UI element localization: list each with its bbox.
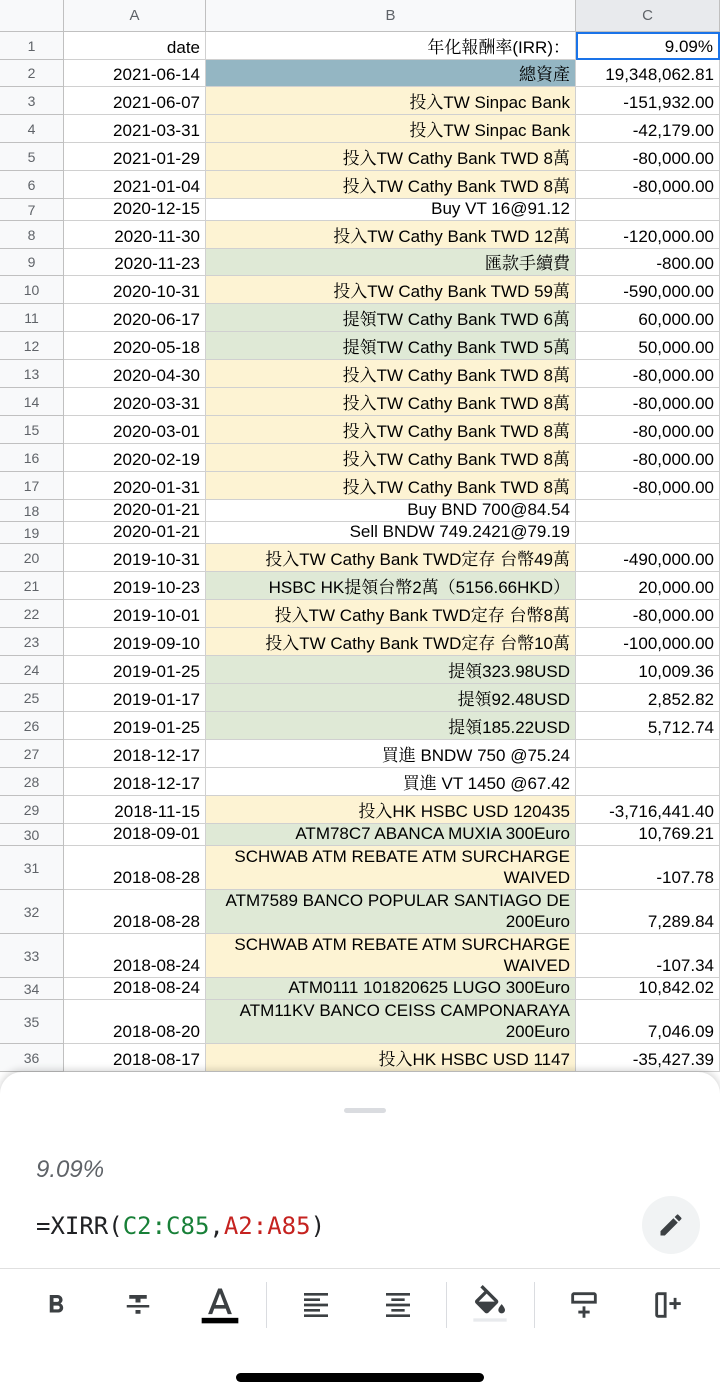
date-cell[interactable]: 2019-10-31 [64, 544, 206, 572]
description-cell[interactable]: 投入TW Cathy Bank TWD 8萬 [206, 171, 576, 199]
row-header[interactable]: 19 [0, 522, 64, 544]
description-cell[interactable]: 年化報酬率(IRR)： [206, 32, 576, 60]
formula-panel [0, 1072, 720, 1396]
value-cell[interactable]: -80,000.00 [576, 388, 720, 416]
value-cell[interactable]: -80,000.00 [576, 472, 720, 500]
date-cell[interactable]: 2020-04-30 [64, 360, 206, 388]
value-cell[interactable]: -80,000.00 [576, 444, 720, 472]
row-header[interactable]: 6 [0, 171, 64, 199]
description-cell[interactable]: 提領185.22USD [206, 712, 576, 740]
row-header[interactable]: 5 [0, 143, 64, 171]
description-cell[interactable]: ATM11KV BANCO CEISS CAMPONARAYA 200Euro [206, 1000, 576, 1044]
value-cell[interactable]: -107.34 [576, 934, 720, 978]
description-cell[interactable]: 買進 VT 1450 @67.42 [206, 768, 576, 796]
value-cell[interactable]: -80,000.00 [576, 171, 720, 199]
date-cell[interactable]: 2019-01-25 [64, 712, 206, 740]
row-header[interactable]: 32 [0, 890, 64, 934]
toolbar-separator [534, 1282, 535, 1328]
formula-comma: , [209, 1212, 224, 1240]
value-cell[interactable]: -590,000.00 [576, 276, 720, 304]
description-cell[interactable]: 總資產 [206, 60, 576, 87]
corner-header[interactable] [0, 0, 64, 32]
description-cell[interactable]: HSBC HK提領台幣2萬（5156.66HKD） [206, 572, 576, 600]
date-cell[interactable]: 2018-08-17 [64, 1044, 206, 1072]
align-center-icon [382, 1289, 414, 1321]
description-cell[interactable]: 投入TW Cathy Bank TWD定存 台幣10萬 [206, 628, 576, 656]
row-header[interactable]: 20 [0, 544, 64, 572]
row-header[interactable]: 16 [0, 444, 64, 472]
row-header[interactable]: 23 [0, 628, 64, 656]
value-cell[interactable]: -107.78 [576, 846, 720, 890]
value-cell[interactable]: 10,009.36 [576, 656, 720, 684]
date-cell[interactable]: 2021-06-14 [64, 60, 206, 87]
row-header[interactable]: 27 [0, 740, 64, 768]
date-cell[interactable]: date [64, 32, 206, 60]
fill-color-icon [470, 1285, 510, 1325]
insert-row-button[interactable] [556, 1280, 612, 1330]
date-cell[interactable]: 2020-01-21 [64, 500, 206, 522]
value-cell[interactable]: 60,000.00 [576, 304, 720, 332]
date-cell[interactable]: 2019-09-10 [64, 628, 206, 656]
column-header-a[interactable]: A [64, 0, 206, 32]
value-cell[interactable]: 20,000.00 [576, 572, 720, 600]
bold-icon [41, 1290, 71, 1320]
value-cell[interactable]: 50,000.00 [576, 332, 720, 360]
description-cell[interactable]: 投入TW Cathy Bank TWD 59萬 [206, 276, 576, 304]
row-header[interactable]: 11 [0, 304, 64, 332]
date-cell[interactable]: 2020-11-23 [64, 249, 206, 276]
value-cell[interactable]: -35,427.39 [576, 1044, 720, 1072]
value-cell[interactable]: -3,716,441.40 [576, 796, 720, 824]
description-cell[interactable]: Buy BND 700@84.54 [206, 500, 576, 522]
date-cell[interactable]: 2019-01-25 [64, 656, 206, 684]
text-color-button[interactable] [192, 1280, 248, 1330]
value-cell[interactable] [576, 199, 720, 221]
bold-button[interactable] [28, 1280, 84, 1330]
value-cell[interactable]: -80,000.00 [576, 416, 720, 444]
date-cell[interactable]: 2020-05-18 [64, 332, 206, 360]
home-indicator [236, 1373, 484, 1382]
date-cell[interactable]: 2021-01-04 [64, 171, 206, 199]
value-cell[interactable]: -100,000.00 [576, 628, 720, 656]
value-cell[interactable]: 2,852.82 [576, 684, 720, 712]
description-cell[interactable]: ATM78C7 ABANCA MUXIA 300Euro [206, 824, 576, 846]
description-cell[interactable]: 投入TW Cathy Bank TWD 8萬 [206, 388, 576, 416]
toolbar-separator [446, 1282, 447, 1328]
row-header[interactable]: 33 [0, 934, 64, 978]
value-cell[interactable]: -80,000.00 [576, 360, 720, 388]
date-cell[interactable]: 2019-10-23 [64, 572, 206, 600]
toolbar-separator [266, 1282, 267, 1328]
formula-text[interactable] [36, 1212, 325, 1240]
insert-column-button[interactable] [640, 1280, 696, 1330]
description-cell[interactable]: 投入TW Cathy Bank TWD定存 台幣49萬 [206, 544, 576, 572]
formula-range-values: C2:C85 [122, 1212, 210, 1240]
pencil-icon [657, 1211, 685, 1239]
description-cell[interactable]: 提領TW Cathy Bank TWD 5萬 [206, 332, 576, 360]
row-header[interactable]: 4 [0, 115, 64, 143]
value-cell[interactable]: -80,000.00 [576, 143, 720, 171]
insert-row-icon [567, 1288, 601, 1322]
date-cell[interactable]: 2021-06-07 [64, 87, 206, 115]
formula-prefix: =XIRR( [36, 1212, 123, 1240]
date-cell[interactable]: 2019-01-17 [64, 684, 206, 712]
value-cell[interactable]: -490,000.00 [576, 544, 720, 572]
row-header[interactable]: 25 [0, 684, 64, 712]
description-cell[interactable]: 投入TW Cathy Bank TWD 12萬 [206, 221, 576, 249]
description-cell[interactable]: 投入TW Sinpac Bank [206, 87, 576, 115]
description-cell[interactable]: 提領TW Cathy Bank TWD 6萬 [206, 304, 576, 332]
align-left-icon [300, 1289, 332, 1321]
date-cell[interactable]: 2018-09-01 [64, 824, 206, 846]
column-header-c[interactable]: C [576, 0, 720, 32]
align-left-button[interactable] [288, 1280, 344, 1330]
row-header[interactable]: 13 [0, 360, 64, 388]
row-header[interactable]: 17 [0, 472, 64, 500]
description-cell[interactable]: ATM0111 101820625 LUGO 300Euro [206, 978, 576, 1000]
row-header[interactable]: 14 [0, 388, 64, 416]
date-cell[interactable]: 2018-08-24 [64, 978, 206, 1000]
strikethrough-icon [123, 1290, 153, 1320]
drag-handle[interactable] [344, 1108, 386, 1113]
value-cell[interactable] [576, 522, 720, 544]
description-cell[interactable]: 投入HK HSBC USD 120435 [206, 796, 576, 824]
strikethrough-button[interactable] [110, 1280, 166, 1330]
description-cell[interactable]: 投入TW Sinpac Bank [206, 115, 576, 143]
row-header[interactable]: 30 [0, 824, 64, 846]
date-cell[interactable]: 2020-06-17 [64, 304, 206, 332]
date-cell[interactable]: 2018-08-28 [64, 846, 206, 890]
description-cell[interactable]: 投入TW Cathy Bank TWD 8萬 [206, 472, 576, 500]
row-header[interactable]: 29 [0, 796, 64, 824]
description-cell[interactable]: 投入TW Cathy Bank TWD 8萬 [206, 360, 576, 388]
date-cell[interactable]: 2021-01-29 [64, 143, 206, 171]
row-header[interactable]: 15 [0, 416, 64, 444]
align-center-button[interactable] [370, 1280, 426, 1330]
description-cell[interactable]: SCHWAB ATM REBATE ATM SURCHARGE WAIVED [206, 934, 576, 978]
fill-color-button[interactable] [462, 1280, 518, 1330]
toolbar-divider [0, 1268, 720, 1269]
date-cell[interactable]: 2020-01-31 [64, 472, 206, 500]
row-header[interactable]: 1 [0, 32, 64, 60]
value-cell[interactable]: 5,712.74 [576, 712, 720, 740]
date-cell[interactable]: 2020-01-21 [64, 522, 206, 544]
insert-column-icon [651, 1288, 685, 1322]
value-cell[interactable]: 7,289.84 [576, 890, 720, 934]
row-header[interactable]: 28 [0, 768, 64, 796]
formula-range-dates: A2:A85 [223, 1212, 311, 1240]
value-cell[interactable]: -800.00 [576, 249, 720, 276]
row-header[interactable]: 22 [0, 600, 64, 628]
edit-formula-button[interactable] [642, 1196, 700, 1254]
value-cell[interactable] [576, 768, 720, 796]
value-cell[interactable]: -151,932.00 [576, 87, 720, 115]
description-cell[interactable]: 買進 BNDW 750 @75.24 [206, 740, 576, 768]
selected-irr-cell[interactable]: 9.09% [576, 32, 720, 60]
date-cell[interactable]: 2020-03-01 [64, 416, 206, 444]
description-cell[interactable]: 投入TW Cathy Bank TWD 8萬 [206, 416, 576, 444]
text-color-icon [198, 1283, 242, 1327]
date-cell[interactable]: 2020-10-31 [64, 276, 206, 304]
value-cell[interactable]: 19,348,062.81 [576, 60, 720, 87]
row-header[interactable]: 26 [0, 712, 64, 740]
row-header[interactable]: 8 [0, 221, 64, 249]
date-cell[interactable]: 2018-08-24 [64, 934, 206, 978]
cell-value-preview: 9.09% [36, 1156, 105, 1183]
description-cell[interactable]: ATM7589 BANCO POPULAR SANTIAGO DE 200Euro [206, 890, 576, 934]
description-cell[interactable]: Buy VT 16@91.12 [206, 199, 576, 221]
date-cell[interactable]: 2018-08-20 [64, 1000, 206, 1044]
row-header[interactable]: 21 [0, 572, 64, 600]
description-cell[interactable]: 提領92.48USD [206, 684, 576, 712]
date-cell[interactable]: 2018-12-17 [64, 768, 206, 796]
description-cell[interactable]: 投入TW Cathy Bank TWD 8萬 [206, 143, 576, 171]
date-cell[interactable]: 2020-03-31 [64, 388, 206, 416]
row-header[interactable]: 34 [0, 978, 64, 1000]
value-cell[interactable]: -42,179.00 [576, 115, 720, 143]
value-cell[interactable]: 7,046.09 [576, 1000, 720, 1044]
description-cell[interactable]: 投入TW Cathy Bank TWD 8萬 [206, 444, 576, 472]
date-cell[interactable]: 2018-11-15 [64, 796, 206, 824]
value-cell[interactable]: 10,769.21 [576, 824, 720, 846]
row-header[interactable]: 31 [0, 846, 64, 890]
formula-suffix: ) [310, 1212, 326, 1240]
row-header[interactable]: 2 [0, 60, 64, 87]
date-cell[interactable]: 2021-03-31 [64, 115, 206, 143]
description-cell[interactable]: 匯款手續費 [206, 249, 576, 276]
date-cell[interactable]: 2019-10-01 [64, 600, 206, 628]
description-cell[interactable]: 提領323.98USD [206, 656, 576, 684]
date-cell[interactable]: 2018-12-17 [64, 740, 206, 768]
row-header[interactable]: 24 [0, 656, 64, 684]
value-cell[interactable]: 10,842.02 [576, 978, 720, 1000]
row-header[interactable]: 7 [0, 199, 64, 221]
row-header[interactable]: 12 [0, 332, 64, 360]
description-cell[interactable]: SCHWAB ATM REBATE ATM SURCHARGE WAIVED [206, 846, 576, 890]
row-header[interactable]: 9 [0, 249, 64, 276]
date-cell[interactable]: 2020-11-30 [64, 221, 206, 249]
description-cell[interactable]: Sell BNDW 749.2421@79.19 [206, 522, 576, 544]
row-header[interactable]: 35 [0, 1000, 64, 1044]
date-cell[interactable]: 2020-12-15 [64, 199, 206, 221]
row-header[interactable]: 36 [0, 1044, 64, 1072]
row-header[interactable]: 18 [0, 500, 64, 522]
column-header-b[interactable]: B [206, 0, 576, 32]
value-cell[interactable]: -80,000.00 [576, 600, 720, 628]
value-cell[interactable] [576, 740, 720, 768]
value-cell[interactable] [576, 500, 720, 522]
row-header[interactable]: 10 [0, 276, 64, 304]
date-cell[interactable]: 2020-02-19 [64, 444, 206, 472]
description-cell[interactable]: 投入HK HSBC USD 1147 [206, 1044, 576, 1072]
row-header[interactable]: 3 [0, 87, 64, 115]
date-cell[interactable]: 2018-08-28 [64, 890, 206, 934]
value-cell[interactable]: -120,000.00 [576, 221, 720, 249]
description-cell[interactable]: 投入TW Cathy Bank TWD定存 台幣8萬 [206, 600, 576, 628]
